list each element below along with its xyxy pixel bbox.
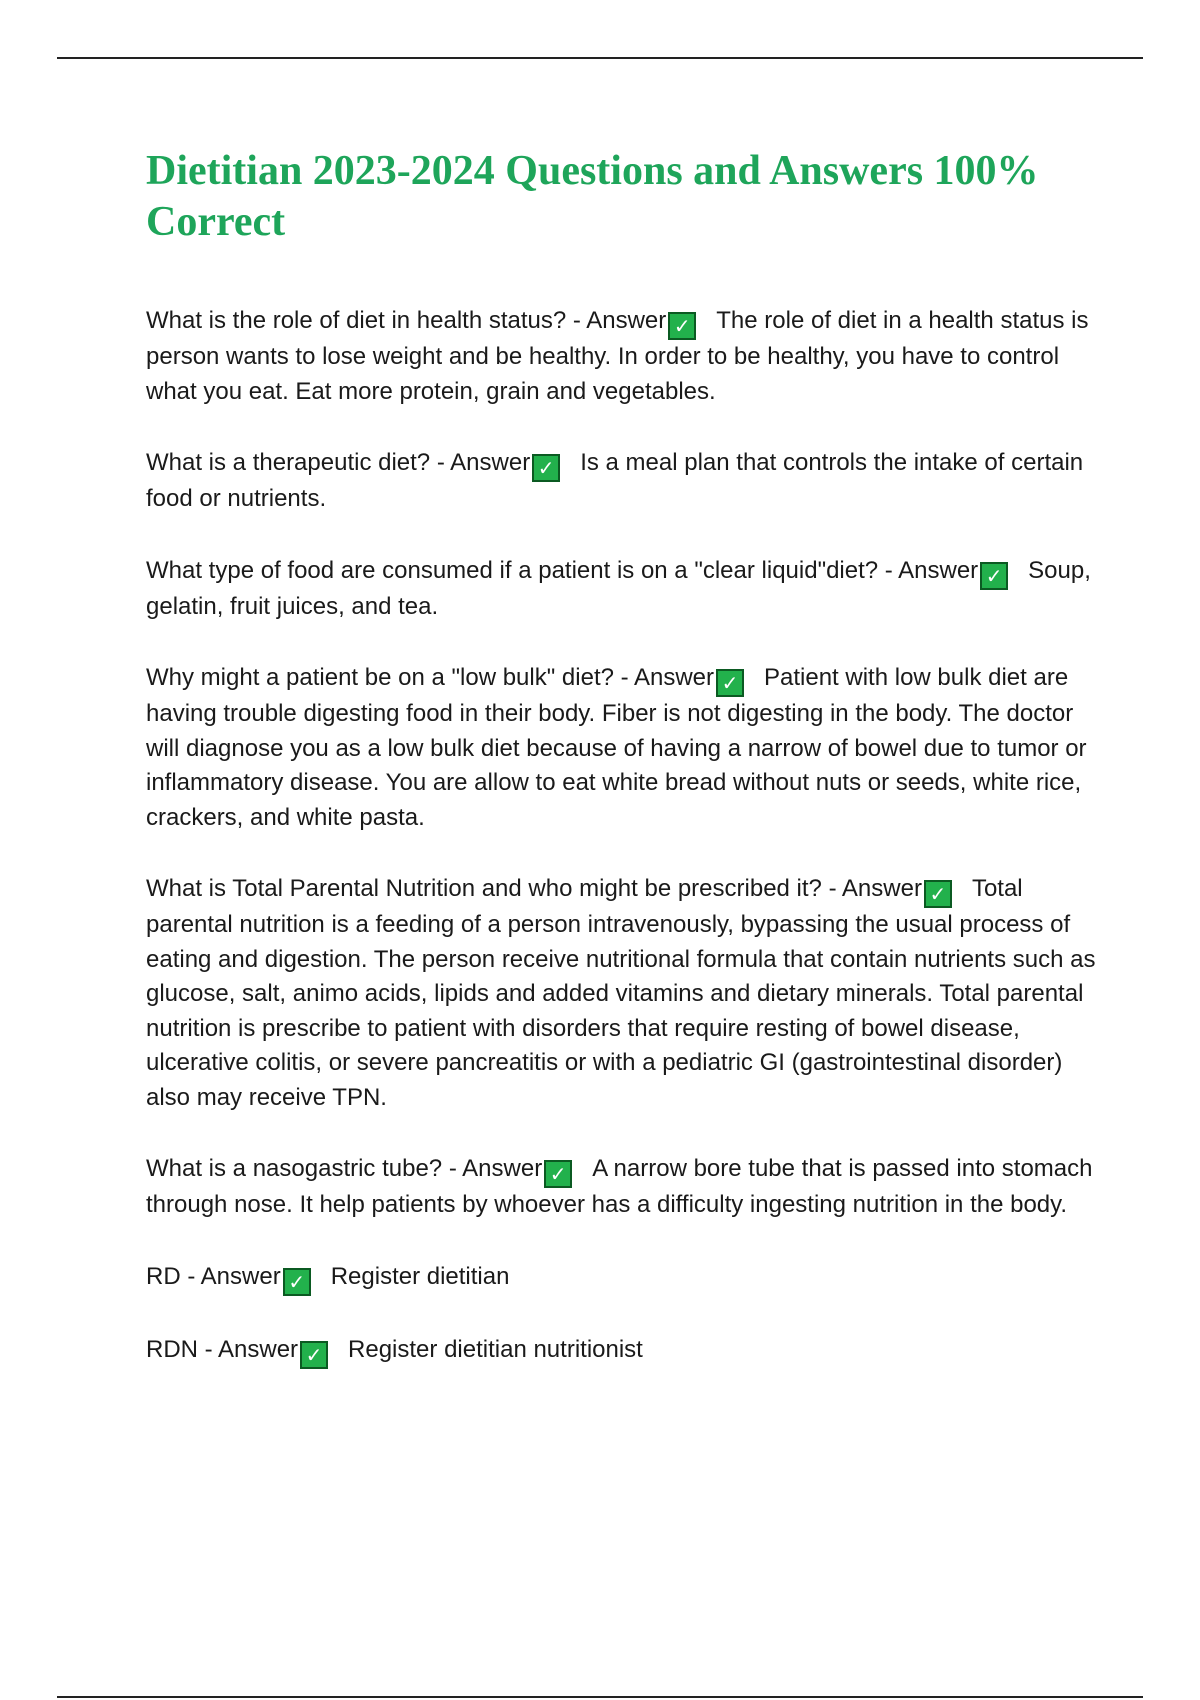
qa-item	[146, 446, 1096, 517]
check-mark-icon: ✓	[544, 1160, 572, 1188]
check-mark-icon: ✓	[668, 312, 696, 340]
answer-text: Soup, gelatin, fruit juices, and tea.	[146, 556, 1091, 620]
qa-item	[146, 1260, 1096, 1296]
question-text: What type of food are consumed if a patient is on a "clear liquid"diet? - Answer	[146, 556, 979, 584]
question-text: Why might a patient be on a "low bulk" diet? - Answer	[146, 664, 714, 691]
check-mark-icon: ✓	[716, 669, 744, 697]
answer-text: Total parental nutrition is a feeding of a person intravenously, bypassing the usual process of eating and digestion. The person receive nutritional formula that contain nutrients such as glucose, salt, animo acids, lipids and added vitamins and dietary minerals. Total parental nutrition is prescribe to patient with disorders that require resting of bowel disease, ulcerative colitis, or severe pancreatitis or with a pediatric GI (gastrointestinal disorder) also may receive TPN.	[146, 875, 1096, 1111]
qa-item	[146, 661, 1096, 835]
document-title: Dietitian 2023-2024 Questions and Answers 100% Correct	[146, 148, 1039, 245]
header-rule	[57, 57, 1143, 59]
footer-rule	[57, 1696, 1143, 1698]
answer-text: Is a meal plan that controls the intake of certain food or nutrients.	[146, 449, 1084, 512]
qa-item	[146, 554, 1096, 625]
question-text: RD - Answer	[146, 1262, 281, 1290]
question-text: What is a nasogastric tube? - Answer	[146, 1155, 543, 1182]
check-mark-icon: ✓	[283, 1268, 311, 1296]
answer-text: Register dietitian nutritionist	[348, 1335, 643, 1363]
qa-item	[146, 1333, 1096, 1369]
check-mark-icon: ✓	[924, 880, 952, 908]
qa-item	[146, 304, 1096, 409]
answer-text: Register dietitian	[330, 1262, 510, 1290]
answer-text: The role of diet in a health status is person wants to lose weight and be healthy. In order to be healthy, you have to control what you eat. Eat more protein, grain and vegetables.	[146, 307, 1089, 405]
document-body	[146, 146, 1096, 1406]
check-mark-icon: ✓	[300, 1341, 328, 1369]
answer-text: A narrow bore tube that is passed into stomach through nose. It help patients by whoever has a difficulty ingesting nutrition in the body.	[146, 1155, 1093, 1218]
question-text: What is a therapeutic diet? - Answer	[146, 449, 531, 476]
question-text: What is Total Parental Nutrition and who might be prescribed it? - Answer	[146, 875, 922, 902]
check-mark-icon: ✓	[532, 454, 560, 482]
check-mark-icon: ✓	[980, 562, 1008, 590]
question-text: RDN - Answer	[146, 1335, 299, 1363]
qa-item	[146, 872, 1096, 1115]
question-text: What is the role of diet in health status? - Answer	[146, 307, 667, 334]
answer-text: Patient with low bulk diet are having trouble digesting food in their body. Fiber is not digesting in the body. The doctor will diagnose you as a low bulk diet because of having a narrow of bowel due to tumor or inflammatory disease. You are allow to eat white bread without nuts or seeds, white rice, crackers, and white pasta.	[146, 664, 1087, 831]
qa-item	[146, 1152, 1096, 1223]
